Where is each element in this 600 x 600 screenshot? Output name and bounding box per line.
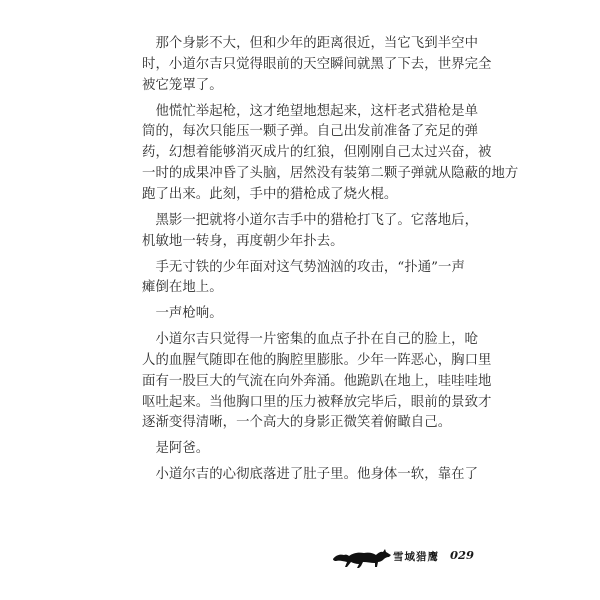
text-line: 那个身影不大，但和少年的距离很近，当它飞到半空中 xyxy=(142,36,479,51)
text-line: 跑了出来。此刻，手中的猎枪成了烧火棍。 xyxy=(142,186,398,202)
text-line: 一时的成果冲昏了头脑，居然没有装第二颗子弹就从隐蔽的地方 xyxy=(142,165,519,181)
body-text xyxy=(142,34,519,486)
text-line: 机敏地一转身，再度朝少年扑去。 xyxy=(142,233,344,249)
series-title: 雪域猎鹰 xyxy=(393,551,439,563)
text-line: 瘫倒在地上。 xyxy=(142,280,223,296)
text-line: 小道尔吉的心彻底落进了肚子里。他身体一软，靠在了 xyxy=(142,467,479,483)
text-line: 时，小道尔吉只觉得眼前的天空瞬间就黑了下去，世界完全 xyxy=(142,56,492,72)
page-number: 029 xyxy=(450,548,475,562)
text-line: 他慌忙举起枪，这才绝望地想起来，这杆老式猎枪是单 xyxy=(142,103,479,119)
text-line: 是阿爸。 xyxy=(142,441,210,457)
text-line: 呕吐起来。当他胸口里的压力被释放完毕后，眼前的景致才 xyxy=(142,394,492,410)
text-line: 面有一股巨大的气流在向外奔涌。他跪趴在地上，哇哇哇地 xyxy=(142,373,492,389)
text-line: 筒的，每次只能压一颗子弹。自己出发前准备了充足的弹 xyxy=(142,124,479,140)
text-line: 黑影一把就将小道尔吉手中的猎枪打飞了。它落地后， xyxy=(142,212,479,228)
text-line: 小道尔吉只觉得一片密集的血点子扑在自己的脸上，呛 xyxy=(142,332,479,348)
text-line: 被它笼罩了。 xyxy=(142,77,223,93)
text-line: 人的血腥气随即在他的胸腔里膨胀。少年一阵恶心，胸口里 xyxy=(142,353,492,369)
wolf-silhouette-icon xyxy=(331,546,393,570)
text-line: 一声枪响。 xyxy=(142,306,223,322)
text-line: 手无寸铁的少年面对这气势汹汹的攻击，“扑通”一声 xyxy=(142,259,465,275)
text-line: 逐渐变得清晰，一个高大的身影正微笑着俯瞰自己。 xyxy=(142,415,452,431)
text-line: 药，幻想着能够消灭成片的红狼，但刚刚自己太过兴奋，被 xyxy=(142,145,492,161)
page-footer xyxy=(331,546,475,570)
